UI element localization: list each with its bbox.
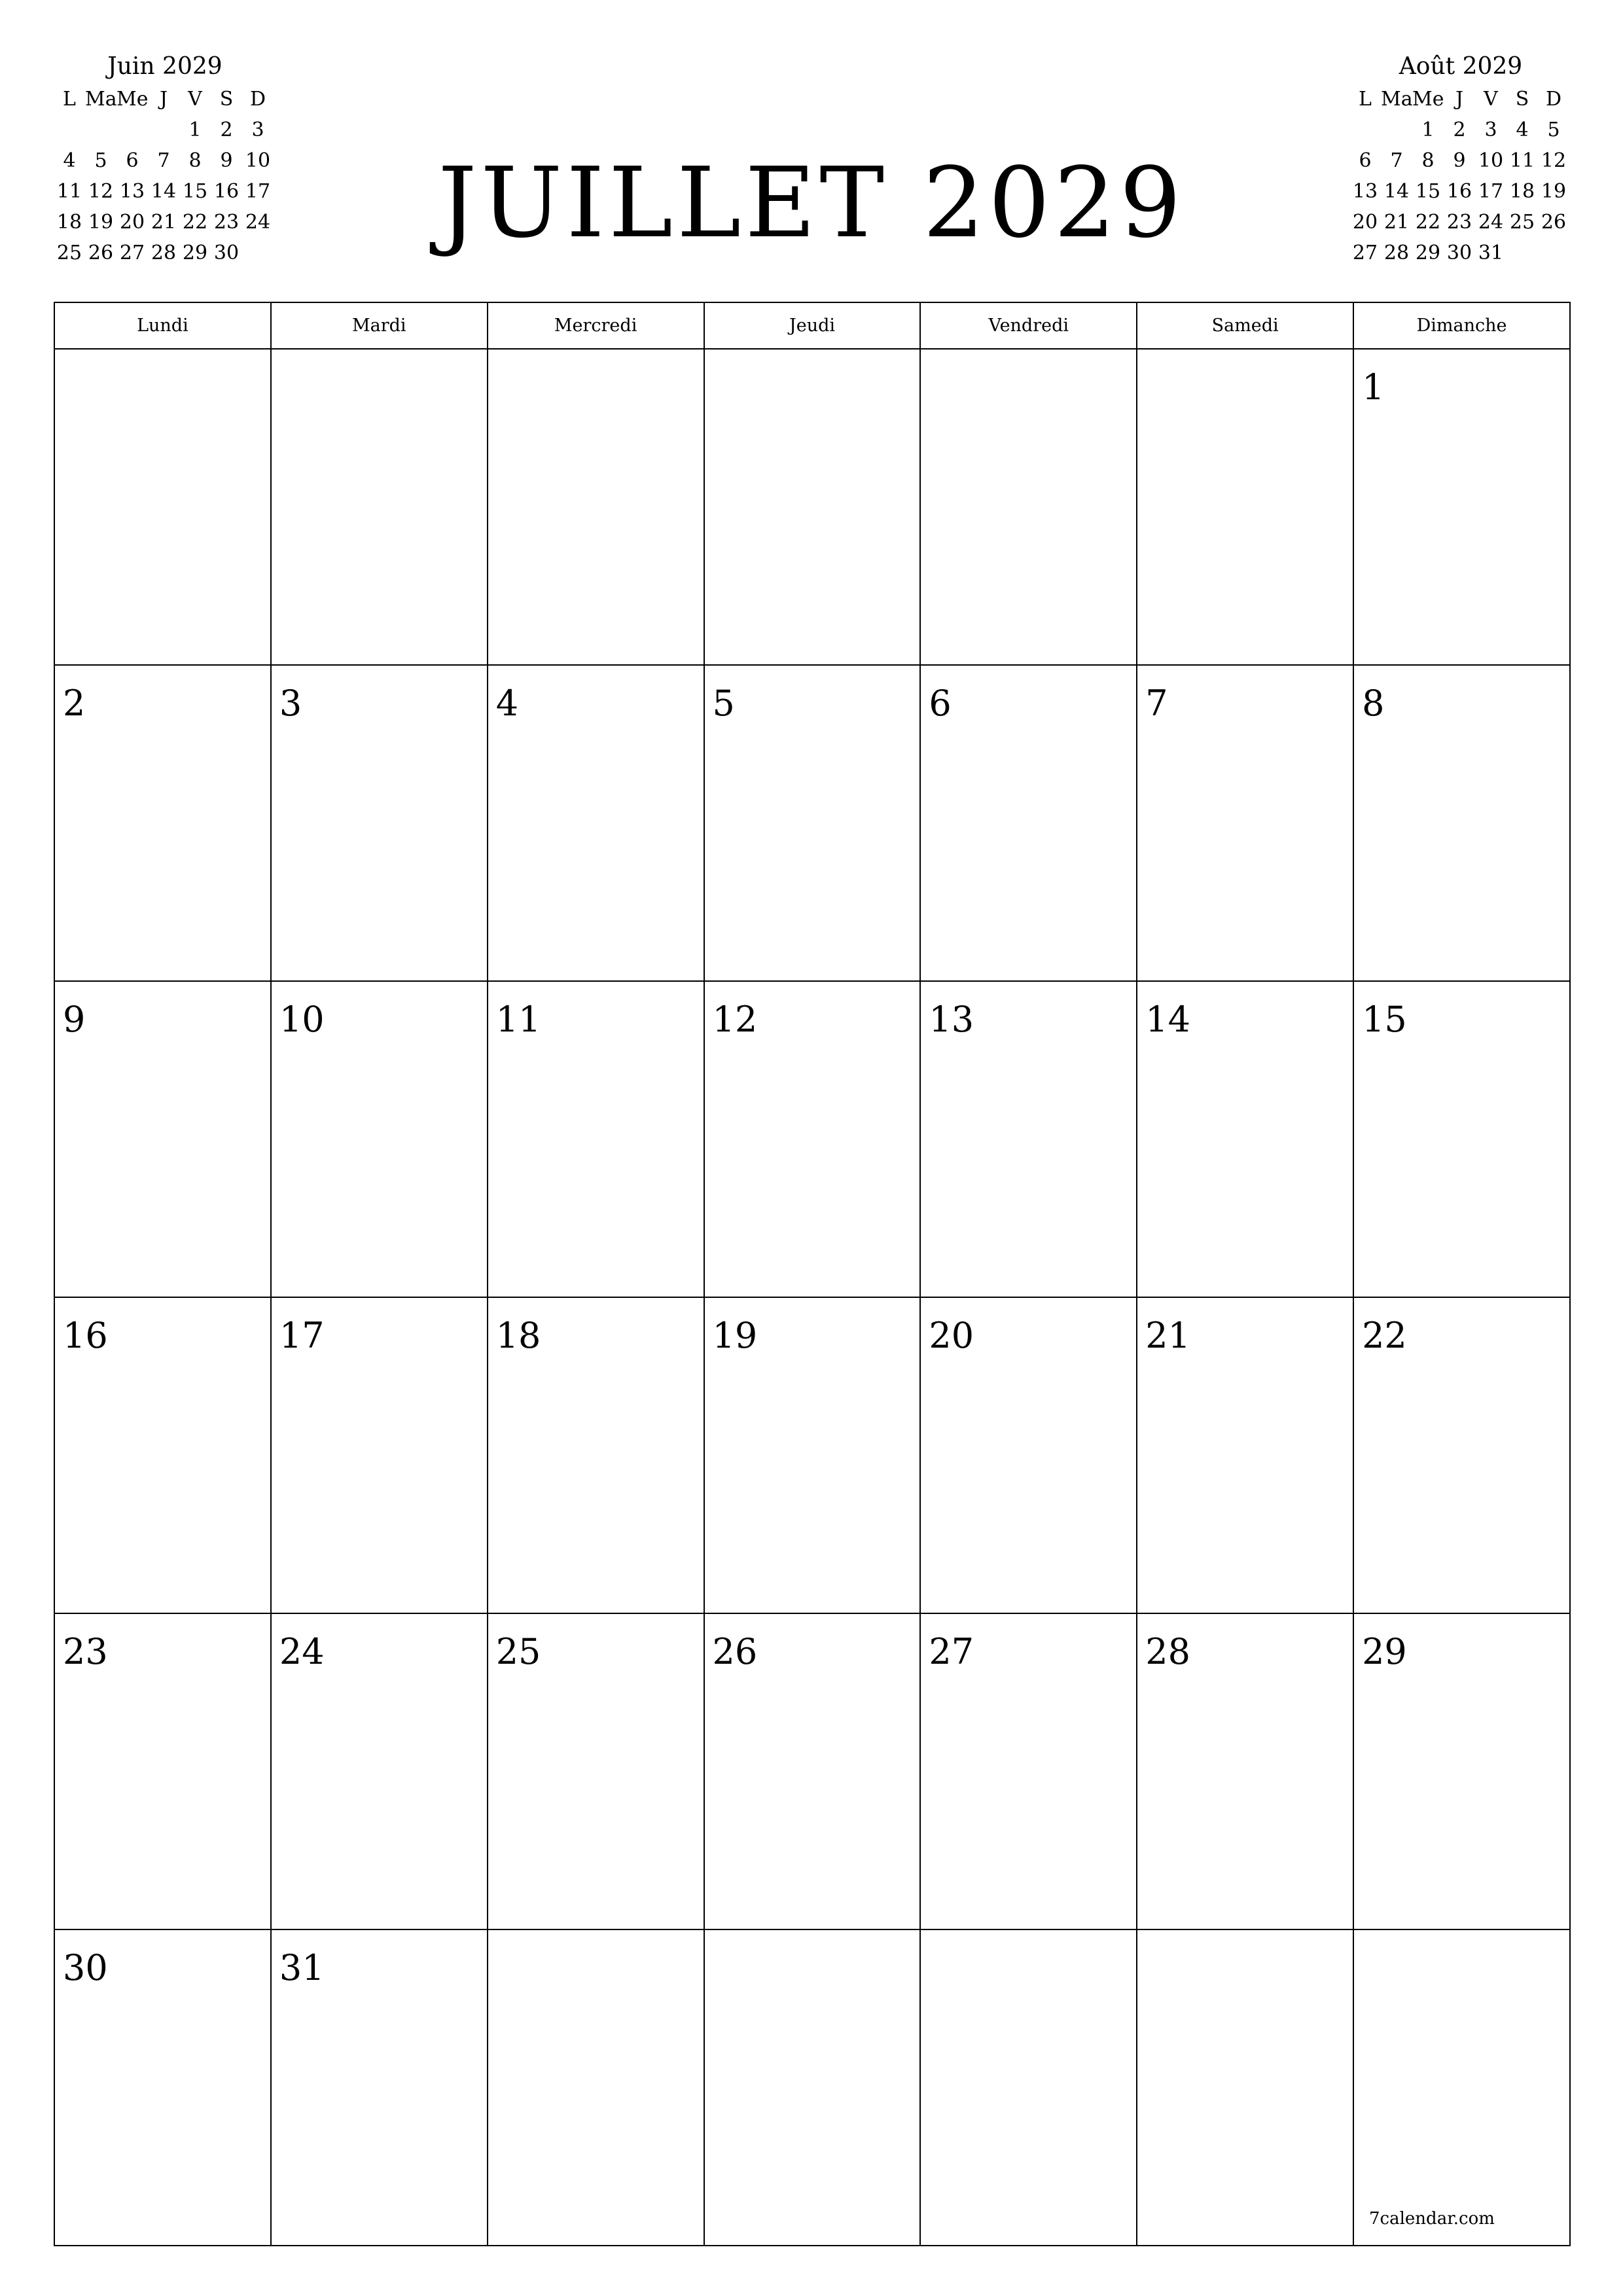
mini-day: 30 (213, 242, 240, 264)
day-number: 26 (712, 1631, 758, 1672)
mini-day: 10 (1478, 149, 1504, 172)
day-cell (488, 1613, 704, 1929)
mini-day: 26 (88, 242, 114, 264)
day-number: 18 (495, 1315, 541, 1356)
mini-day: 4 (63, 149, 76, 172)
mini-weekday-label: L (63, 88, 76, 111)
day-cell (271, 1297, 488, 1613)
mini-day: 22 (1415, 211, 1441, 234)
mini-day: 25 (56, 242, 82, 264)
mini-day: 2 (220, 118, 233, 141)
day-cell (1137, 1613, 1353, 1929)
mini-day: 7 (1390, 149, 1403, 172)
mini-weekday-label: D (249, 88, 266, 111)
weekday-header: Vendredi (920, 302, 1137, 349)
mini-day: 28 (1383, 242, 1410, 264)
mini-day: 6 (1359, 149, 1372, 172)
day-number: 29 (1362, 1631, 1407, 1672)
day-cell (1137, 665, 1353, 981)
day-cell (488, 349, 704, 665)
mini-day: 1 (188, 118, 202, 141)
mini-day: 12 (88, 180, 114, 203)
week-row (54, 1929, 1570, 2246)
weekday-header-row (54, 302, 1570, 349)
week-row (54, 665, 1570, 981)
day-number: 1 (1362, 367, 1385, 408)
mini-day: 13 (1352, 180, 1378, 203)
day-number (1354, 1930, 1569, 1948)
mini-weekday-label: Me (116, 88, 149, 111)
day-number: 30 (63, 1947, 108, 1988)
day-cell (271, 981, 488, 1297)
mini-day: 29 (182, 242, 208, 264)
mini-day: 24 (1478, 211, 1504, 234)
day-number: 7 (1145, 683, 1168, 724)
day-cell (1353, 1929, 1570, 2246)
week-row (54, 1297, 1570, 1613)
mini-day: 19 (88, 211, 114, 234)
day-number (1137, 350, 1353, 368)
day-number: 10 (279, 999, 325, 1040)
mini-day: 9 (1453, 149, 1466, 172)
mini-weekday-label: Ma (1381, 88, 1413, 111)
site-credit: 7calendar.com (1369, 2209, 1495, 2229)
day-number (1137, 1930, 1353, 1948)
day-cell (920, 1929, 1137, 2246)
day-number (921, 1930, 1136, 1948)
day-cell (54, 665, 271, 981)
mini-day: 1 (1421, 118, 1435, 141)
mini-calendar-title: Juin 2029 (107, 53, 223, 80)
mini-day: 31 (1478, 242, 1504, 264)
mini-day: 16 (1446, 180, 1472, 203)
mini-day: 29 (1415, 242, 1441, 264)
day-cell (704, 665, 921, 981)
mini-weekday-label: J (159, 88, 168, 111)
mini-weekday-label: S (219, 88, 234, 111)
mini-day: 17 (245, 180, 271, 203)
mini-day: 26 (1541, 211, 1567, 234)
day-number (705, 1930, 920, 1948)
mini-day: 20 (119, 211, 145, 234)
day-cell (54, 1929, 271, 2246)
day-number: 21 (1145, 1315, 1190, 1356)
day-number: 13 (929, 999, 974, 1040)
day-number (272, 350, 487, 368)
day-cell (704, 1929, 921, 2246)
day-cell (488, 1929, 704, 2246)
day-cell (1137, 349, 1353, 665)
day-number: 12 (712, 999, 758, 1040)
day-cell (488, 1297, 704, 1613)
day-number (488, 350, 704, 368)
day-cell (1353, 349, 1570, 665)
mini-calendar-grid (1349, 84, 1572, 268)
day-cell (488, 665, 704, 981)
mini-day: 21 (151, 211, 177, 234)
day-number: 20 (929, 1315, 974, 1356)
day-cell (920, 665, 1137, 981)
day-cell (920, 1613, 1137, 1929)
day-number: 25 (495, 1631, 541, 1672)
day-number (705, 350, 920, 368)
mini-weekday-label: V (1484, 88, 1498, 111)
mini-day: 15 (182, 180, 208, 203)
mini-day: 3 (1484, 118, 1497, 141)
mini-day: 9 (220, 149, 233, 172)
mini-day: 20 (1352, 211, 1378, 234)
weekday-header: Mardi (271, 302, 488, 349)
day-cell (1353, 665, 1570, 981)
day-cell (54, 1613, 271, 1929)
day-cell (54, 1297, 271, 1613)
day-cell (704, 349, 921, 665)
mini-day: 16 (213, 180, 240, 203)
mini-day: 21 (1383, 211, 1410, 234)
mini-day: 15 (1415, 180, 1441, 203)
day-number: 16 (63, 1315, 108, 1356)
day-cell (1353, 1297, 1570, 1613)
day-cell (54, 349, 271, 665)
mini-day (1381, 115, 1412, 145)
mini-day: 10 (245, 149, 271, 172)
weekday-header: Dimanche (1353, 302, 1570, 349)
mini-day: 24 (245, 211, 271, 234)
mini-day: 7 (157, 149, 170, 172)
day-cell (1353, 981, 1570, 1297)
day-number: 27 (929, 1631, 974, 1672)
day-number: 6 (929, 683, 952, 724)
mini-day (85, 115, 116, 145)
day-cell (271, 665, 488, 981)
day-number (488, 1930, 704, 1948)
mini-day (1349, 115, 1381, 145)
day-cell (271, 349, 488, 665)
day-number: 5 (712, 683, 735, 724)
mini-calendar-next (1349, 51, 1572, 268)
mini-weekday-label: D (1545, 88, 1562, 111)
day-cell (1137, 1297, 1353, 1613)
day-cell (920, 1297, 1137, 1613)
day-number (921, 350, 1136, 368)
mini-day (242, 238, 274, 268)
mini-day: 8 (188, 149, 202, 172)
mini-day (116, 115, 148, 145)
mini-day: 23 (1446, 211, 1472, 234)
mini-calendar-grid (54, 84, 276, 268)
mini-day: 6 (126, 149, 139, 172)
mini-day: 5 (1547, 118, 1560, 141)
mini-day: 30 (1446, 242, 1472, 264)
day-number: 11 (495, 999, 541, 1040)
month-weeks (54, 349, 1570, 2246)
day-number: 19 (712, 1315, 758, 1356)
mini-day: 4 (1516, 118, 1529, 141)
day-cell (704, 1613, 921, 1929)
mini-day: 14 (1383, 180, 1410, 203)
day-cell (704, 981, 921, 1297)
day-number (55, 350, 270, 368)
day-number: 23 (63, 1631, 108, 1672)
mini-calendar-title: Août 2029 (1399, 53, 1523, 80)
mini-day: 19 (1541, 180, 1567, 203)
day-number: 22 (1362, 1315, 1407, 1356)
mini-weekday-label: L (1359, 88, 1372, 111)
mini-weekday-label: V (188, 88, 202, 111)
weekday-header: Lundi (54, 302, 271, 349)
day-cell (271, 1929, 488, 2246)
week-row (54, 349, 1570, 665)
mini-day (148, 115, 179, 145)
day-number: 17 (279, 1315, 325, 1356)
mini-day: 27 (119, 242, 145, 264)
mini-day (1538, 238, 1569, 268)
mini-day: 11 (56, 180, 82, 203)
day-number: 2 (63, 683, 86, 724)
mini-day: 11 (1509, 149, 1535, 172)
day-cell (1353, 1613, 1570, 1929)
day-number: 14 (1145, 999, 1190, 1040)
day-number: 24 (279, 1631, 325, 1672)
mini-day: 17 (1478, 180, 1504, 203)
mini-calendar-previous (54, 51, 276, 268)
page-title: JUILLET 2029 (438, 147, 1185, 259)
day-cell (1137, 1929, 1353, 2246)
day-number: 4 (495, 683, 519, 724)
mini-day: 8 (1421, 149, 1435, 172)
day-number: 9 (63, 999, 86, 1040)
mini-day (54, 115, 85, 145)
day-cell (54, 981, 271, 1297)
mini-weekday-label: Me (1412, 88, 1444, 111)
week-row (54, 981, 1570, 1297)
day-cell (271, 1613, 488, 1929)
mini-day: 23 (213, 211, 240, 234)
mini-day: 5 (94, 149, 107, 172)
day-number: 3 (279, 683, 302, 724)
mini-weekday-label: S (1515, 88, 1529, 111)
mini-weekday-label: J (1455, 88, 1464, 111)
mini-day: 28 (151, 242, 177, 264)
mini-day (1507, 238, 1538, 268)
day-cell (1137, 981, 1353, 1297)
weekday-header: Mercredi (488, 302, 704, 349)
mini-day: 25 (1509, 211, 1535, 234)
mini-day: 13 (119, 180, 145, 203)
mini-weekday-label: Ma (85, 88, 117, 111)
mini-day: 12 (1541, 149, 1567, 172)
mini-day: 3 (251, 118, 264, 141)
day-cell (920, 981, 1137, 1297)
day-cell (920, 349, 1137, 665)
weekday-header: Jeudi (704, 302, 921, 349)
week-row (54, 1613, 1570, 1929)
mini-day: 14 (151, 180, 177, 203)
day-number: 28 (1145, 1631, 1190, 1672)
day-number: 15 (1362, 999, 1407, 1040)
day-cell (704, 1297, 921, 1613)
mini-day: 22 (182, 211, 208, 234)
day-number: 8 (1362, 683, 1385, 724)
weekday-header: Samedi (1137, 302, 1353, 349)
mini-day: 18 (1509, 180, 1535, 203)
mini-day: 18 (56, 211, 82, 234)
day-number: 31 (279, 1947, 325, 1988)
mini-day: 27 (1352, 242, 1378, 264)
month-grid (54, 302, 1571, 2246)
mini-day: 2 (1453, 118, 1466, 141)
day-cell (488, 981, 704, 1297)
